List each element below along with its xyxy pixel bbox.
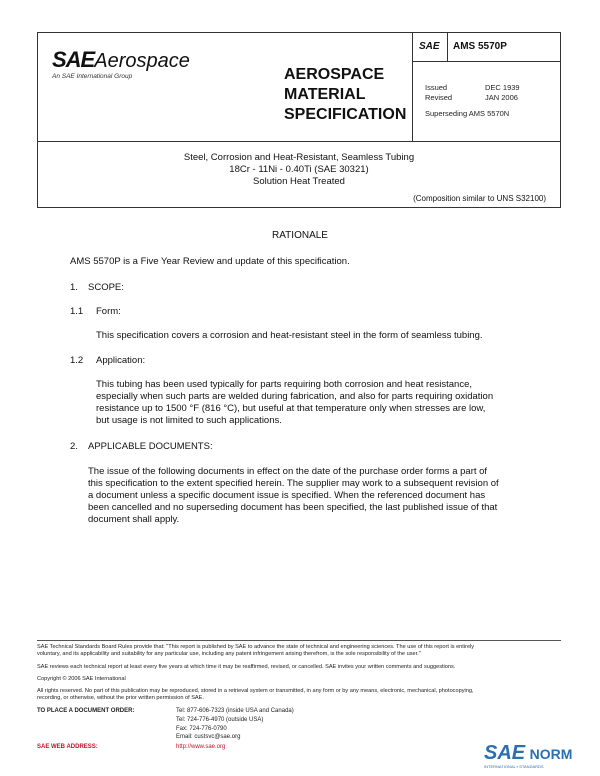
web-address-label: SAE WEB ADDRESS: <box>37 744 98 750</box>
spec-title-line-2: MATERIAL <box>284 86 366 103</box>
footer-line: All rights reserved. No part of this publication may be reproduced, stored in a retrieval system or transmitted, in any form or by any means, electronic, mechanical, photocopying, <box>37 688 474 694</box>
ams-number: AMS 5570P <box>453 41 507 52</box>
logo-sae-text: SAE <box>52 47 95 72</box>
section-1-2-line: especially when such parts are welded during fabrication, and also for parts requiring oxidation <box>96 391 494 402</box>
rationale-heading: RATIONALE <box>272 230 328 241</box>
footer-line: voluntary, and its applicability and suitability for any particular use, including any patent infringement arising therefrom, is the sole responsibility of the user." <box>37 651 421 657</box>
web-address-link[interactable]: http://www.sae.org <box>176 744 226 750</box>
issued-date: DEC 1939 <box>485 83 520 92</box>
section-1-1-title: Form: <box>96 306 121 317</box>
section-1-1-text: This specification covers a corrosion and heat-resistant steel in the form of seamless tubing. <box>96 330 483 341</box>
footer-rights-paragraph <box>37 688 561 702</box>
spec-title-line-1: AEROSPACE <box>284 66 385 83</box>
footer-copyright: Copyright © 2006 SAE International <box>37 676 126 682</box>
section-1-2-line: This tubing has been used typically for parts requiring both corrosion and heat resistance, <box>96 379 472 390</box>
section-2-line: this specification to the extent specified herein. The supplier may work to a subsequent revision of <box>88 478 499 489</box>
ams-sae-logo: SAE <box>419 41 440 52</box>
email-address[interactable]: Email: custsvc@sae.org <box>176 734 241 740</box>
section-1-2-paragraph <box>96 379 493 427</box>
section-2-title: APPLICABLE DOCUMENTS: <box>88 441 213 452</box>
spec-type-title <box>284 65 406 125</box>
material-title-line-3: Solution Heat Treated <box>253 176 345 187</box>
logo-aerospace-text: Aerospace <box>94 50 190 72</box>
header-meta-cell <box>412 33 561 141</box>
section-2-line: The issue of the following documents in effect on the date of the purchase order forms a part of <box>88 466 488 477</box>
section-1-2-title: Application: <box>96 355 146 366</box>
revised-label: Revised <box>425 93 453 102</box>
spec-title-line-3: SPECIFICATION <box>284 106 407 123</box>
norm-logo-text: NORM <box>529 746 573 762</box>
ams-divider <box>447 33 448 61</box>
section-2-line: a document unless a specific document issue is specified. When the referenced document has <box>88 490 486 501</box>
issued-label: Issued <box>425 83 448 92</box>
logo-subtitle: An SAE International Group <box>52 73 133 80</box>
ams-number-row <box>413 33 561 62</box>
phone-outside-usa: Tel: 724-776-4970 (outside USA) <box>176 717 264 723</box>
section-1-2-number: 1.2 <box>70 355 84 366</box>
footer-review-note: SAE reviews each technical report at least every five years at which time it may be reaffirmed, revised, or cancelled. SAE invites your written comments and suggestions. <box>37 664 456 670</box>
section-2-line: been cancelled and no superseding document has been specified, the last published issue of that <box>88 502 498 513</box>
spec-header <box>37 32 561 142</box>
norm-logo-subtext: INTERNATIONAL ▪ STANDARDS <box>484 764 544 769</box>
section-2-line: document shall apply. <box>88 514 180 525</box>
header-logo-cell <box>38 33 270 141</box>
section-1-2-line: but usage is not limited to such applications. <box>96 415 282 426</box>
footer-rules-paragraph <box>37 644 561 658</box>
norm-logo-sae: SAE <box>484 742 526 764</box>
phone-inside-usa: Tel: 877-606-7323 (inside USA and Canada) <box>176 708 294 714</box>
rationale-text: AMS 5570P is a Five Year Review and update of this specification. <box>70 256 350 267</box>
order-label: TO PLACE A DOCUMENT ORDER: <box>37 708 135 714</box>
footer-line: SAE Technical Standards Board Rules provide that: "This report is published by SAE to advance the state of technical and engineering sciences. The use of this report is entirely <box>37 644 475 650</box>
section-1-number: 1. <box>70 282 78 293</box>
section-1-title: SCOPE: <box>88 282 124 293</box>
sae-norm-logo <box>484 742 573 769</box>
section-2-number: 2. <box>70 441 78 452</box>
material-title-line-2: 18Cr - 11Ni - 0.40Ti (SAE 30321) <box>229 164 369 175</box>
section-1-1-number: 1.1 <box>70 306 84 317</box>
composition-note: (Composition similar to UNS S32100) <box>413 194 546 203</box>
superseding-note: Superseding AMS 5570N <box>425 109 510 118</box>
fax-number: Fax: 724-776-0790 <box>176 726 227 732</box>
spec-title-band <box>37 142 561 208</box>
section-2-paragraph <box>88 466 499 526</box>
sae-aerospace-logo <box>52 47 190 73</box>
section-1-2-line: resistance up to 1500 °F (816 °C), but useful at that temperature only when stresses are low, <box>96 403 486 414</box>
footer-divider <box>37 640 561 641</box>
footer-line: recording, or otherwise, without the prior written permission of SAE. <box>37 695 204 701</box>
material-title-line-1: Steel, Corrosion and Heat-Resistant, Seamless Tubing <box>183 152 415 163</box>
revised-date: JAN 2006 <box>485 93 518 102</box>
